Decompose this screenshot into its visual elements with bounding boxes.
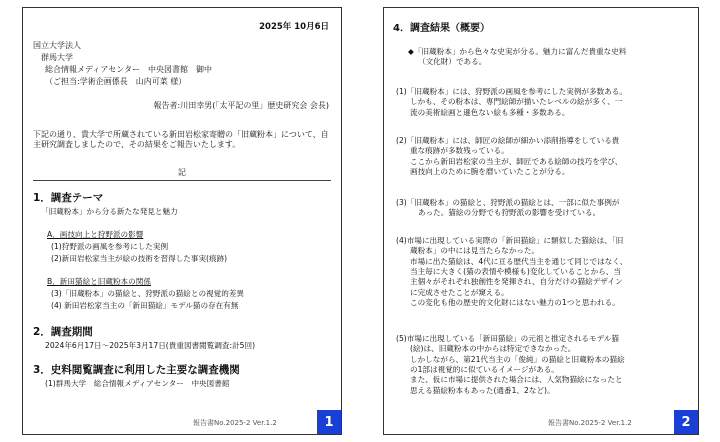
report-page-2 <box>383 7 699 435</box>
section1-heading: 1．調査テーマ <box>33 192 104 204</box>
finding-line: しかしながら、第21代当主の「俊純」の猫絵と旧蔵粉本の猫絵 <box>410 354 625 364</box>
subsection-a-item-2: (2)新田岩松家当主が絵の技術を習得した事実(痕跡) <box>51 254 228 263</box>
finding-line: 思える猫絵粉本もあった(通番1、2など)。 <box>410 385 555 395</box>
finding-line: 流の美術絵画と遜色ない絵も多種・多数ある。 <box>410 107 570 117</box>
report-date: 2025年 10月6日 <box>259 22 329 32</box>
finding-2 <box>396 136 688 177</box>
section3-text: (1)群馬大学 総合情報メディアセンター 中央図書館 <box>45 379 230 388</box>
subsection-b-item-1: (3)「旧蔵粉本」の猫絵と、狩野派の猫絵との視覚的差異 <box>51 289 245 298</box>
divider <box>33 180 331 181</box>
page-number-badge: 1 <box>317 410 341 434</box>
section2-heading: 2．調査期間 <box>33 326 93 338</box>
finding-line: (2)「旧蔵粉本」には、師匠の絵師が細かい添削指導をしている貴 <box>396 136 620 145</box>
finding-1 <box>396 87 688 118</box>
finding-line: しかも、その粉本は、専門絵師が描いたレベルの絵が多く、一 <box>410 97 623 107</box>
finding-line: ここから新田岩松家の当主が、師匠である絵師の技巧を学び、 <box>410 156 623 166</box>
addressee-line-4: （ご担当:学術企画係長 山内可菜 様） <box>45 77 187 86</box>
section3-heading: 3．史料閲覧調査に利用した主要な調査機関 <box>33 364 240 376</box>
summary-line: ◆「旧蔵粉本」から色々な史実が分る。魅力に富んだ貴重な史料 <box>408 47 627 56</box>
summary-line: （文化財）である。 <box>418 57 487 67</box>
finding-4 <box>396 236 688 308</box>
finding-line: 蔵粉本」の中には見当たらなかった。 <box>410 246 540 256</box>
finding-line: (3)「旧蔵粉本」の猫絵と、狩野派の猫絵とは、一部に似た事例が <box>396 198 620 207</box>
page2-footer: 報告書No.2025-2 Ver.1.2 <box>548 419 632 427</box>
subsection-a-title: A．画技向上と狩野派の影響 <box>47 230 144 239</box>
finding-line: 重な痕跡が多数残っている。 <box>410 146 509 156</box>
addressee-line-2: 群馬大学 <box>41 53 73 62</box>
report-page-1 <box>22 7 342 435</box>
finding-line: 市場に出た猫絵は、4代に亘る歴代当主を通じて同じではなく、 <box>410 256 628 266</box>
finding-line: 当主毎に大きく(猫の表情や模様も)変化していることから、当 <box>410 266 621 276</box>
finding-line: (5)市場に出現している「新田猫絵」の元祖と推定されるモデル猫 <box>396 334 619 343</box>
finding-5 <box>396 334 688 396</box>
finding-line: 画技向上のために腕を磨いていたことが分る。 <box>410 166 570 176</box>
summary-paragraph <box>408 47 699 68</box>
intro-paragraph: 下記の通り、貴大学で所蔵されている新田岩松家寄贈の「旧蔵粉本」について、自主研究調査しましたので、その結果をご報告いたします。 <box>33 130 329 150</box>
finding-line: 主個々がそれぞれ独創性を発揮され、自分だけの猫絵デザイン <box>410 277 623 287</box>
section1-theme: 「旧蔵粉本」から分る新たな発見と魅力 <box>41 207 178 216</box>
subsection-b-item-2: (4) 新田岩松家当主の「新田猫絵」モデル猫の存在有無 <box>51 301 239 310</box>
finding-line: に完成させたことが窺える。 <box>410 287 509 297</box>
reporter: 報告者:川田幸男(「太平記の里」歴史研究会 会長) <box>153 101 329 110</box>
finding-line: (4)市場に出現している実際の「新田猫絵」に類似した猫絵は、「旧 <box>396 236 624 245</box>
addressee-line-3: 総合情報メディアセンター 中央図書館 御中 <box>45 65 212 74</box>
page1-footer: 報告書No.2025-2 Ver.1.2 <box>193 419 277 427</box>
section4-heading: 4．調査結果（概要） <box>393 23 490 34</box>
section2-text: 2024年6月17日〜2025年3月17日(貴重図書閲覧調査:計5回) <box>45 341 256 350</box>
ki-marker: 記 <box>178 168 186 177</box>
subsection-a-item-1: (1)狩野派の画風を参考にした実例 <box>51 242 169 251</box>
page-number-badge: 2 <box>674 410 698 434</box>
finding-line: あった。猫絵の分野でも狩野派の影響を受けている。 <box>418 208 601 218</box>
finding-line: の1部は視覚的に似ているイメージがある。 <box>410 364 559 374</box>
subsection-b-title: B．新田猫絵と旧蔵粉本の関係 <box>47 277 151 286</box>
finding-line: (絵)は、旧蔵粉本の中からは特定できなかった。 <box>410 344 576 354</box>
finding-line: この変化も他の歴史的文化財にはない魅力の1つと思われる。 <box>410 297 620 307</box>
finding-line: (1)「旧蔵粉本」には、狩野派の画風を参考にした実例が多数ある。 <box>396 87 627 96</box>
finding-line: また、仮に市場に提供された場合には、人気物猫絵になったと <box>410 375 623 385</box>
addressee-line-1: 国立大学法人 <box>33 41 81 50</box>
finding-3 <box>396 198 688 219</box>
